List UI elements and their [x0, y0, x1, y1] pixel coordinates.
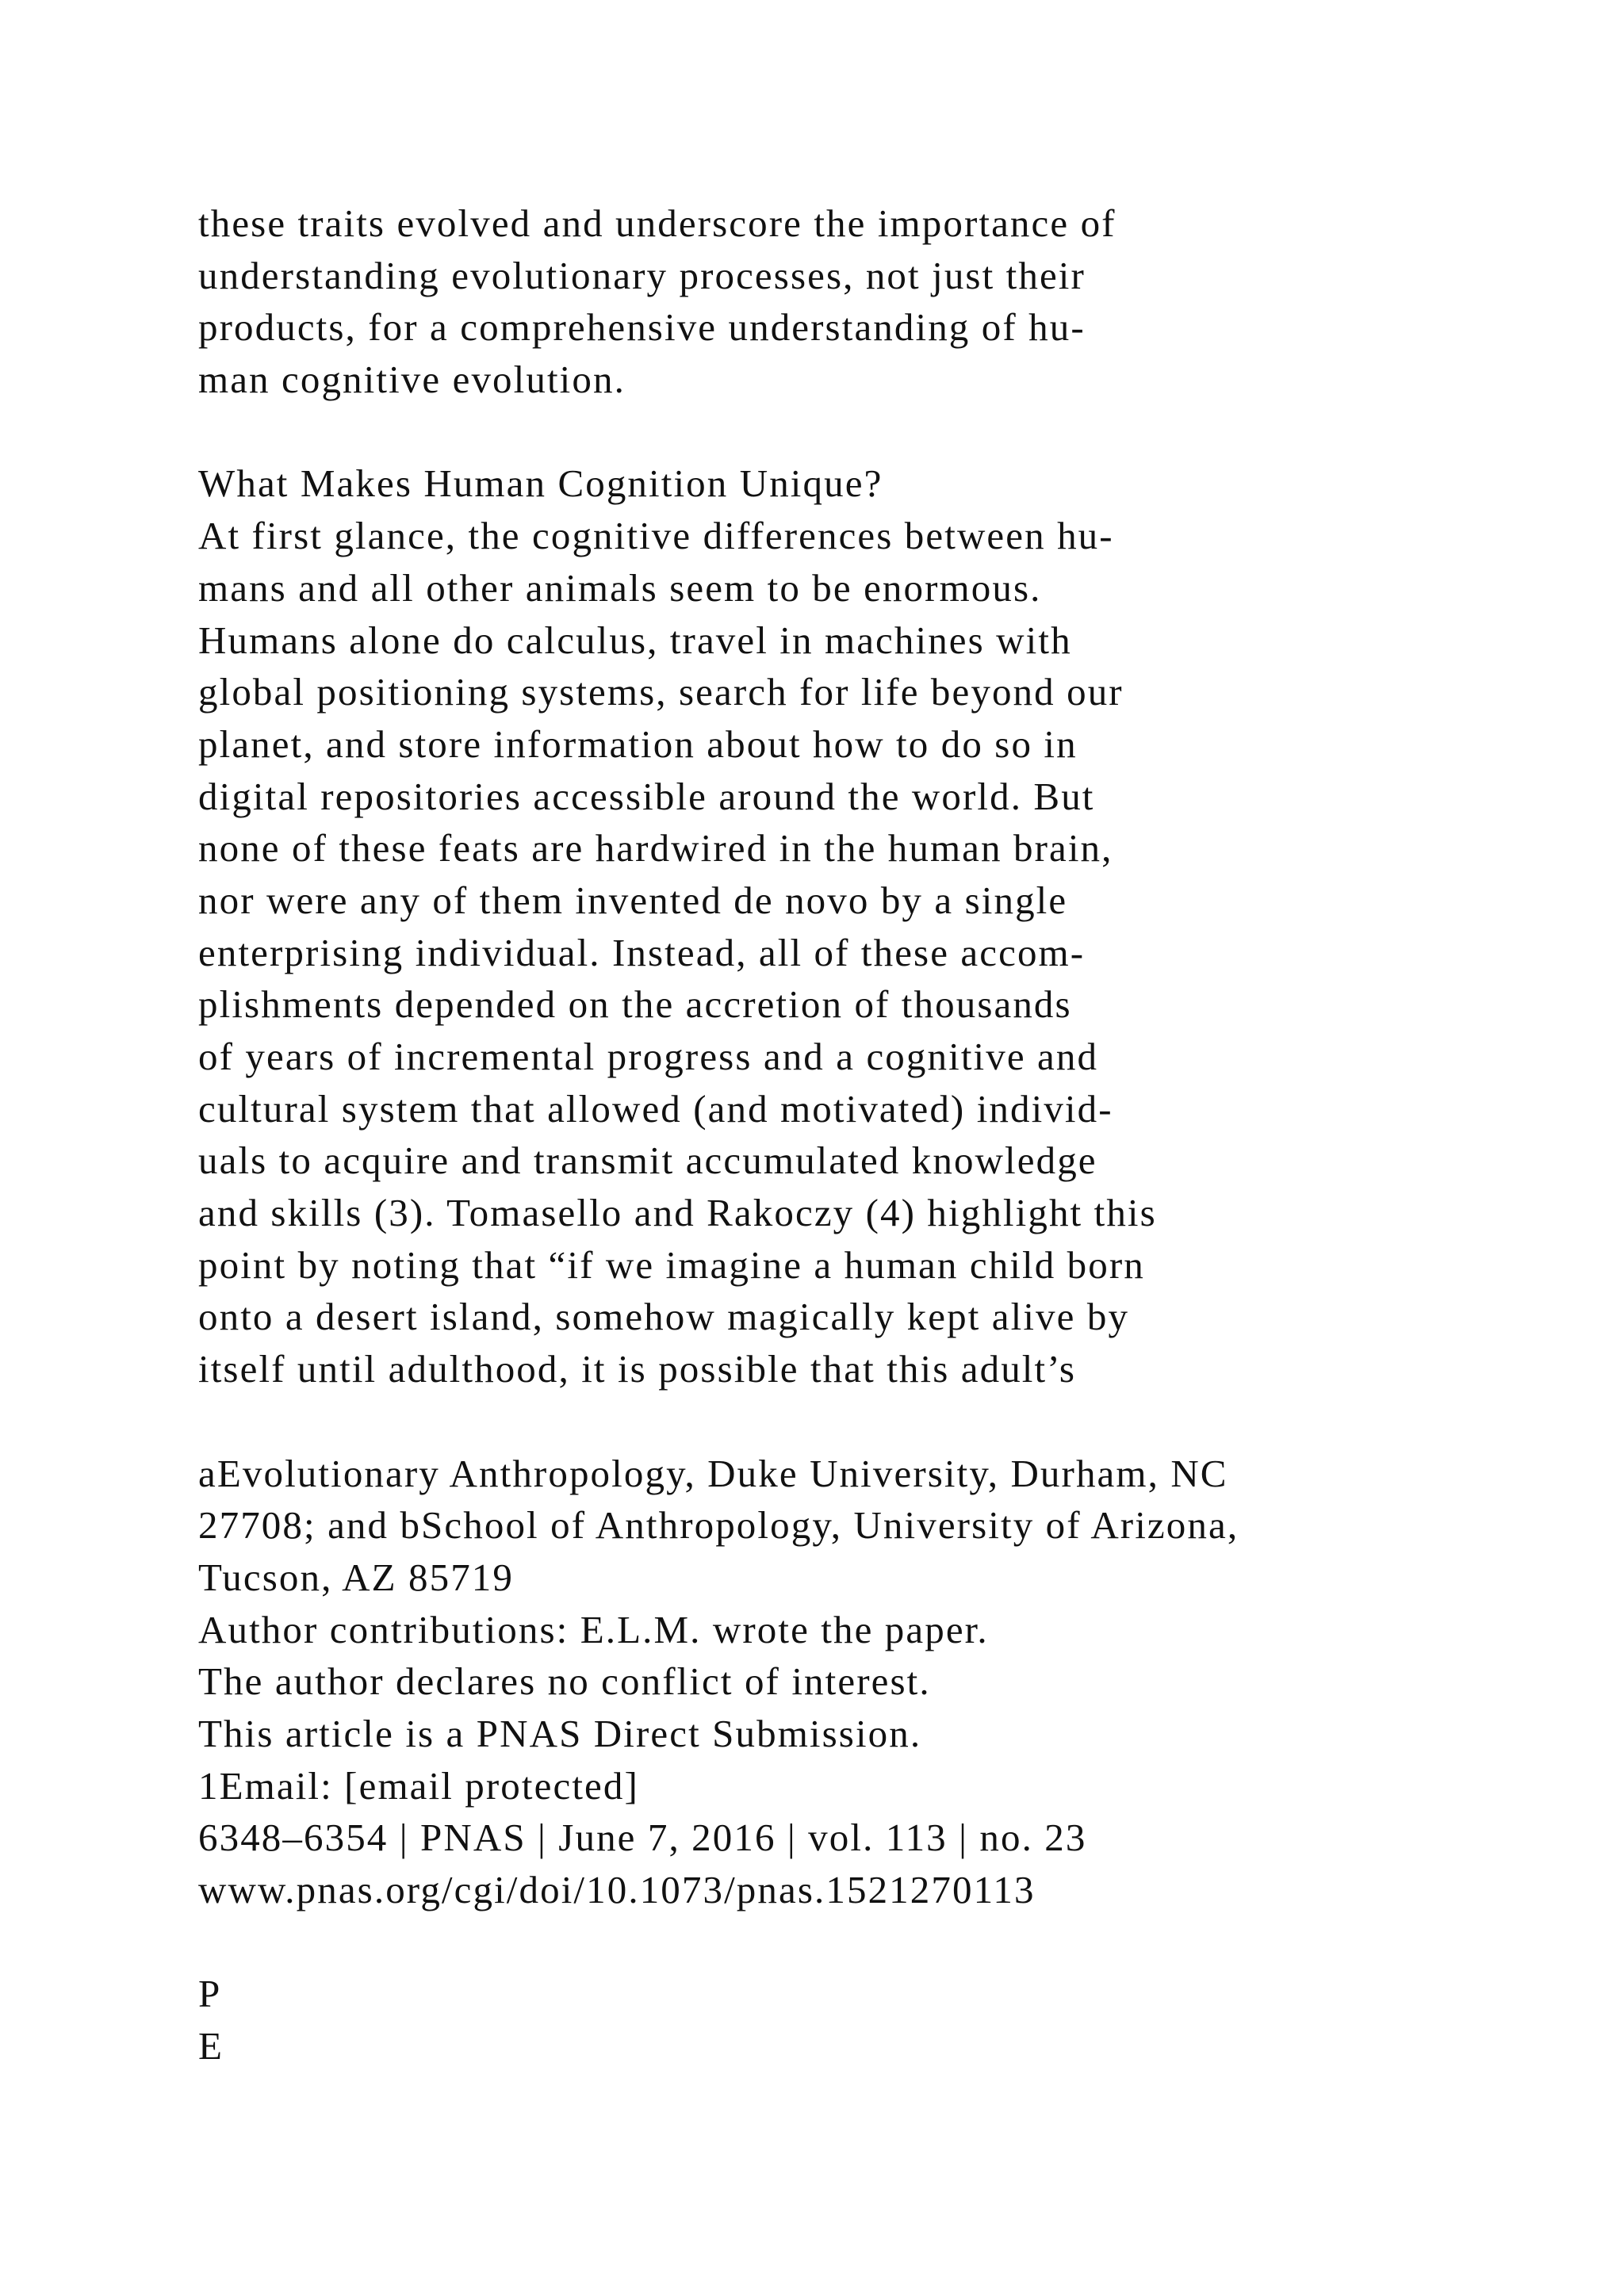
document-page [198, 197, 1594, 2072]
letter: E [198, 2024, 224, 2068]
affiliation-line: aEvolutionary Anthropology, Duke University, Durham, NC [198, 1451, 1228, 1495]
text-line: digital repositories accessible around the world. But [198, 774, 1095, 818]
paragraph-spacer [198, 1395, 1594, 1448]
text-line: these traits evolved and underscore the importance of [198, 201, 1116, 245]
author-contributions: Author contributions: E.L.M. wrote the paper. [198, 1607, 989, 1651]
text-line: uals to acquire and transmit accumulated knowledge [198, 1138, 1097, 1183]
section-paragraph [198, 510, 1594, 1395]
section-heading: What Makes Human Cognition Unique? [198, 461, 883, 506]
paragraph-spacer [198, 406, 1594, 458]
text-line: cultural system that allowed (and motivated) individ- [198, 1086, 1113, 1131]
text-line: of years of incremental progress and a cognitive and [198, 1035, 1099, 1078]
trailing-letters [198, 1968, 1594, 2072]
submission-note: This article is a PNAS Direct Submission. [198, 1711, 922, 1755]
text-line: itself until adulthood, it is possible that this adult’s [198, 1347, 1077, 1391]
email-note: 1Email: [email protected] [198, 1763, 639, 1808]
affiliation-line: 27708; and bSchool of Anthropology, University of Arizona, [198, 1503, 1239, 1548]
text-line: global positioning systems, search for life beyond our [198, 670, 1124, 714]
text-line: understanding evolutionary processes, not just their [198, 253, 1086, 297]
text-line: man cognitive evolution. [198, 358, 626, 402]
text-line: onto a desert island, somehow magically kept alive by [198, 1295, 1130, 1339]
text-line: At first glance, the cognitive differences between hu- [198, 514, 1114, 558]
text-line: and skills (3). Tomasello and Rakoczy (4) highlight this [198, 1191, 1157, 1235]
text-line: planet, and store information about how to do so in [198, 721, 1078, 766]
footnotes [198, 1448, 1594, 1916]
text-line: plishments depended on the accretion of thousands [198, 982, 1072, 1027]
intro-paragraph [198, 197, 1594, 406]
text-line: Humans alone do calculus, travel in machines with [198, 618, 1072, 662]
text-line: products, for a comprehensive understanding of hu- [198, 305, 1086, 350]
citation-line: 6348–6354 | PNAS | June 7, 2016 | vol. 113 | no. 23 [198, 1816, 1087, 1860]
text-line: none of these feats are hardwired in the human brain, [198, 826, 1113, 871]
affiliation-line: Tucson, AZ 85719 [198, 1555, 514, 1599]
doi-link: www.pnas.org/cgi/doi/10.1073/pnas.1521270113 [198, 1868, 1036, 1911]
letter: P [198, 1972, 222, 2016]
text-line: nor were any of them invented de novo by a single [198, 878, 1068, 922]
text-line: mans and all other animals seem to be enormous. [198, 565, 1042, 610]
text-line: point by noting that “if we imagine a human child born [198, 1242, 1145, 1287]
paragraph-spacer [198, 1916, 1594, 1969]
text-line: enterprising individual. Instead, all of these accom- [198, 930, 1086, 974]
conflict-statement: The author declares no conflict of interest. [198, 1659, 931, 1704]
